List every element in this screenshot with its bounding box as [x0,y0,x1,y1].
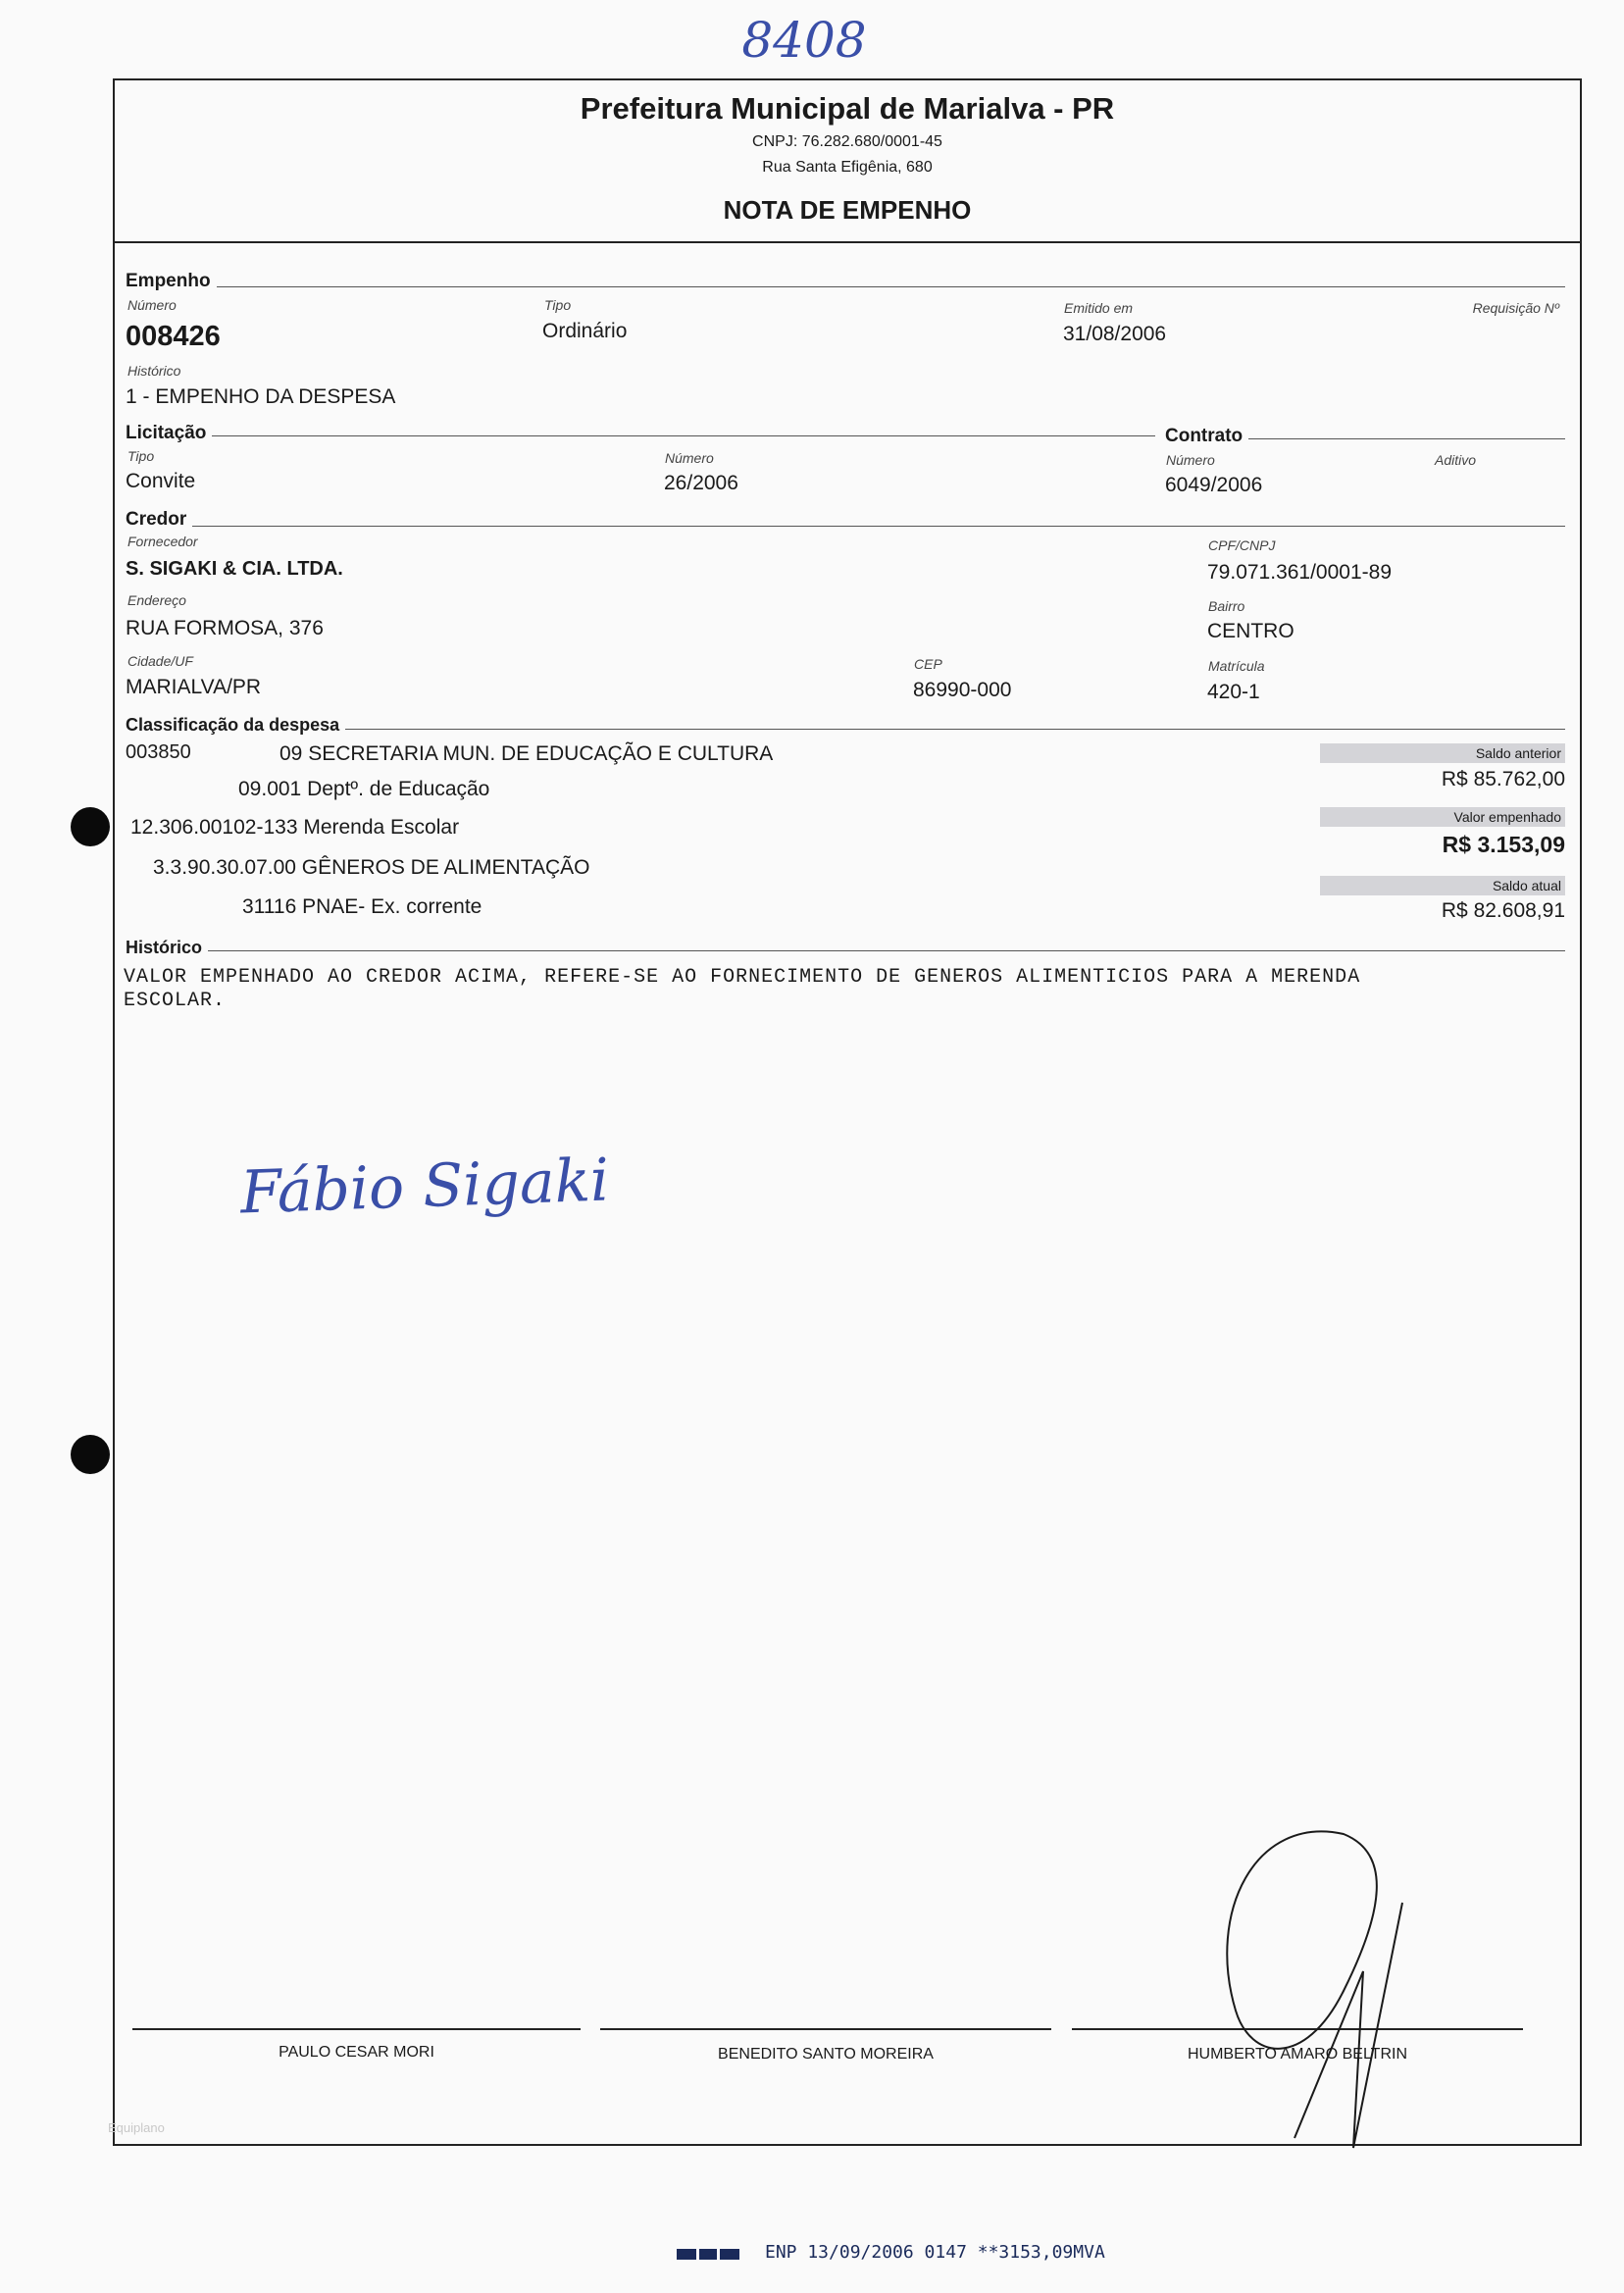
cep-value: 86990-000 [913,679,1012,701]
contrato-section-title: Contrato [1165,426,1248,447]
empenho-section-title: Empenho [126,271,217,292]
historico-text-line1: VALOR EMPENHADO AO CREDOR ACIMA, REFERE-SE AO FORNECIMENTO DE GENEROS ALIMENTICIOS PARA A MERENDA [124,966,1361,989]
doc-title: NOTA DE EMPENHO [723,195,972,225]
classificacao-code: 003850 [126,741,191,763]
cpf-value: 79.071.361/0001-89 [1207,561,1393,584]
emitido-date: 31/08/2006 [1063,323,1167,345]
saldo-anterior-label: Saldo anterior [1320,743,1565,763]
historico-rule [126,950,1565,951]
saldo-atual-label: Saldo atual [1320,876,1565,895]
historico-text-line2: ESCOLAR. [124,990,227,1012]
cep-label: CEP [914,656,942,672]
classificacao-line: 3.3.90.30.07.00 GÊNEROS DE ALIMENTAÇÃO [153,856,590,879]
requisicao-label: Requisição Nº [1472,300,1559,316]
fornecedor-name: S. SIGAKI & CIA. LTDA. [126,558,343,580]
empenho-numero: 008426 [126,321,221,352]
historico-section-title: Histórico [126,938,208,958]
credor-section-title: Credor [126,509,192,531]
valor-empenhado-label: Valor empenhado [1320,807,1565,827]
org-cnpj: CNPJ: 76.282.680/0001-45 [752,133,942,150]
endereco-label: Endereço [127,592,186,608]
header-separator [113,241,1582,243]
licitacao-rule [126,435,1155,436]
contrato-numero-label: Número [1166,452,1215,468]
scribbled-signature [1196,1824,1432,2158]
credor-rule [126,526,1565,527]
classificacao-line: 12.306.00102-133 Merenda Escolar [130,816,460,839]
signatory-name: BENEDITO SANTO MOREIRA [718,2046,934,2063]
saldo-anterior-value: R$ 85.762,00 [1441,768,1565,790]
cidade-label: Cidade/UF [127,653,193,669]
cpf-label: CPF/CNPJ [1208,537,1276,553]
classificacao-line: 09 SECRETARIA MUN. DE EDUCAÇÃO E CULTURA [279,742,774,765]
signatory-name: HUMBERTO AMARO BELTRIN [1187,2046,1408,2063]
classificacao-line: 09.001 Deptº. de Educação [238,778,490,800]
print-stamp: ENP 13/09/2006 0147 **3153,09MVA [765,2242,1105,2263]
cidade-value: MARIALVA/PR [126,676,262,698]
empenho-tipo-label: Tipo [544,297,572,313]
bairro-label: Bairro [1208,598,1245,614]
signatory-name: PAULO CESAR MORI [279,2044,434,2061]
equiplano-watermark: Equiplano [108,2120,165,2135]
empenho-historico-label: Histórico [127,363,181,379]
licitacao-section-title: Licitação [126,423,212,444]
valor-empenhado-value: R$ 3.153,09 [1442,832,1565,857]
licitacao-tipo: Convite [126,470,196,492]
licitacao-numero-label: Número [665,450,714,466]
matricula-label: Matrícula [1208,658,1265,674]
empenho-historico: 1 - EMPENHO DA DESPESA [126,385,396,408]
org-address: Rua Santa Efigênia, 680 [762,159,933,176]
contrato-aditivo-label: Aditivo [1435,452,1477,468]
signature-line [132,2028,581,2030]
matricula-value: 420-1 [1207,681,1260,703]
endereco-value: RUA FORMOSA, 376 [126,617,324,639]
org-name: Prefeitura Municipal de Marialva - PR [580,91,1115,126]
saldo-atual-value: R$ 82.608,91 [1441,899,1565,922]
empenho-numero-label: Número [127,297,177,313]
classificacao-line: 31116 PNAE- Ex. corrente [242,895,482,918]
licitacao-tipo-label: Tipo [127,448,155,464]
handwritten-signature: Fábio Sigaki [238,1146,611,1228]
handwritten-number: 8408 [741,12,867,69]
classificacao-section-title: Classificação da despesa [126,715,345,736]
bairro-value: CENTRO [1207,620,1294,642]
empenho-rule [126,286,1565,287]
signature-line [600,2028,1051,2030]
fornecedor-label: Fornecedor [127,534,198,549]
empenho-tipo: Ordinário [542,320,628,342]
barcode-glyph [677,2246,739,2262]
contrato-numero: 6049/2006 [1165,474,1263,496]
punch-hole [71,1435,110,1474]
emitido-label: Emitido em [1064,300,1134,316]
licitacao-numero: 26/2006 [664,472,738,494]
punch-hole [71,807,110,846]
